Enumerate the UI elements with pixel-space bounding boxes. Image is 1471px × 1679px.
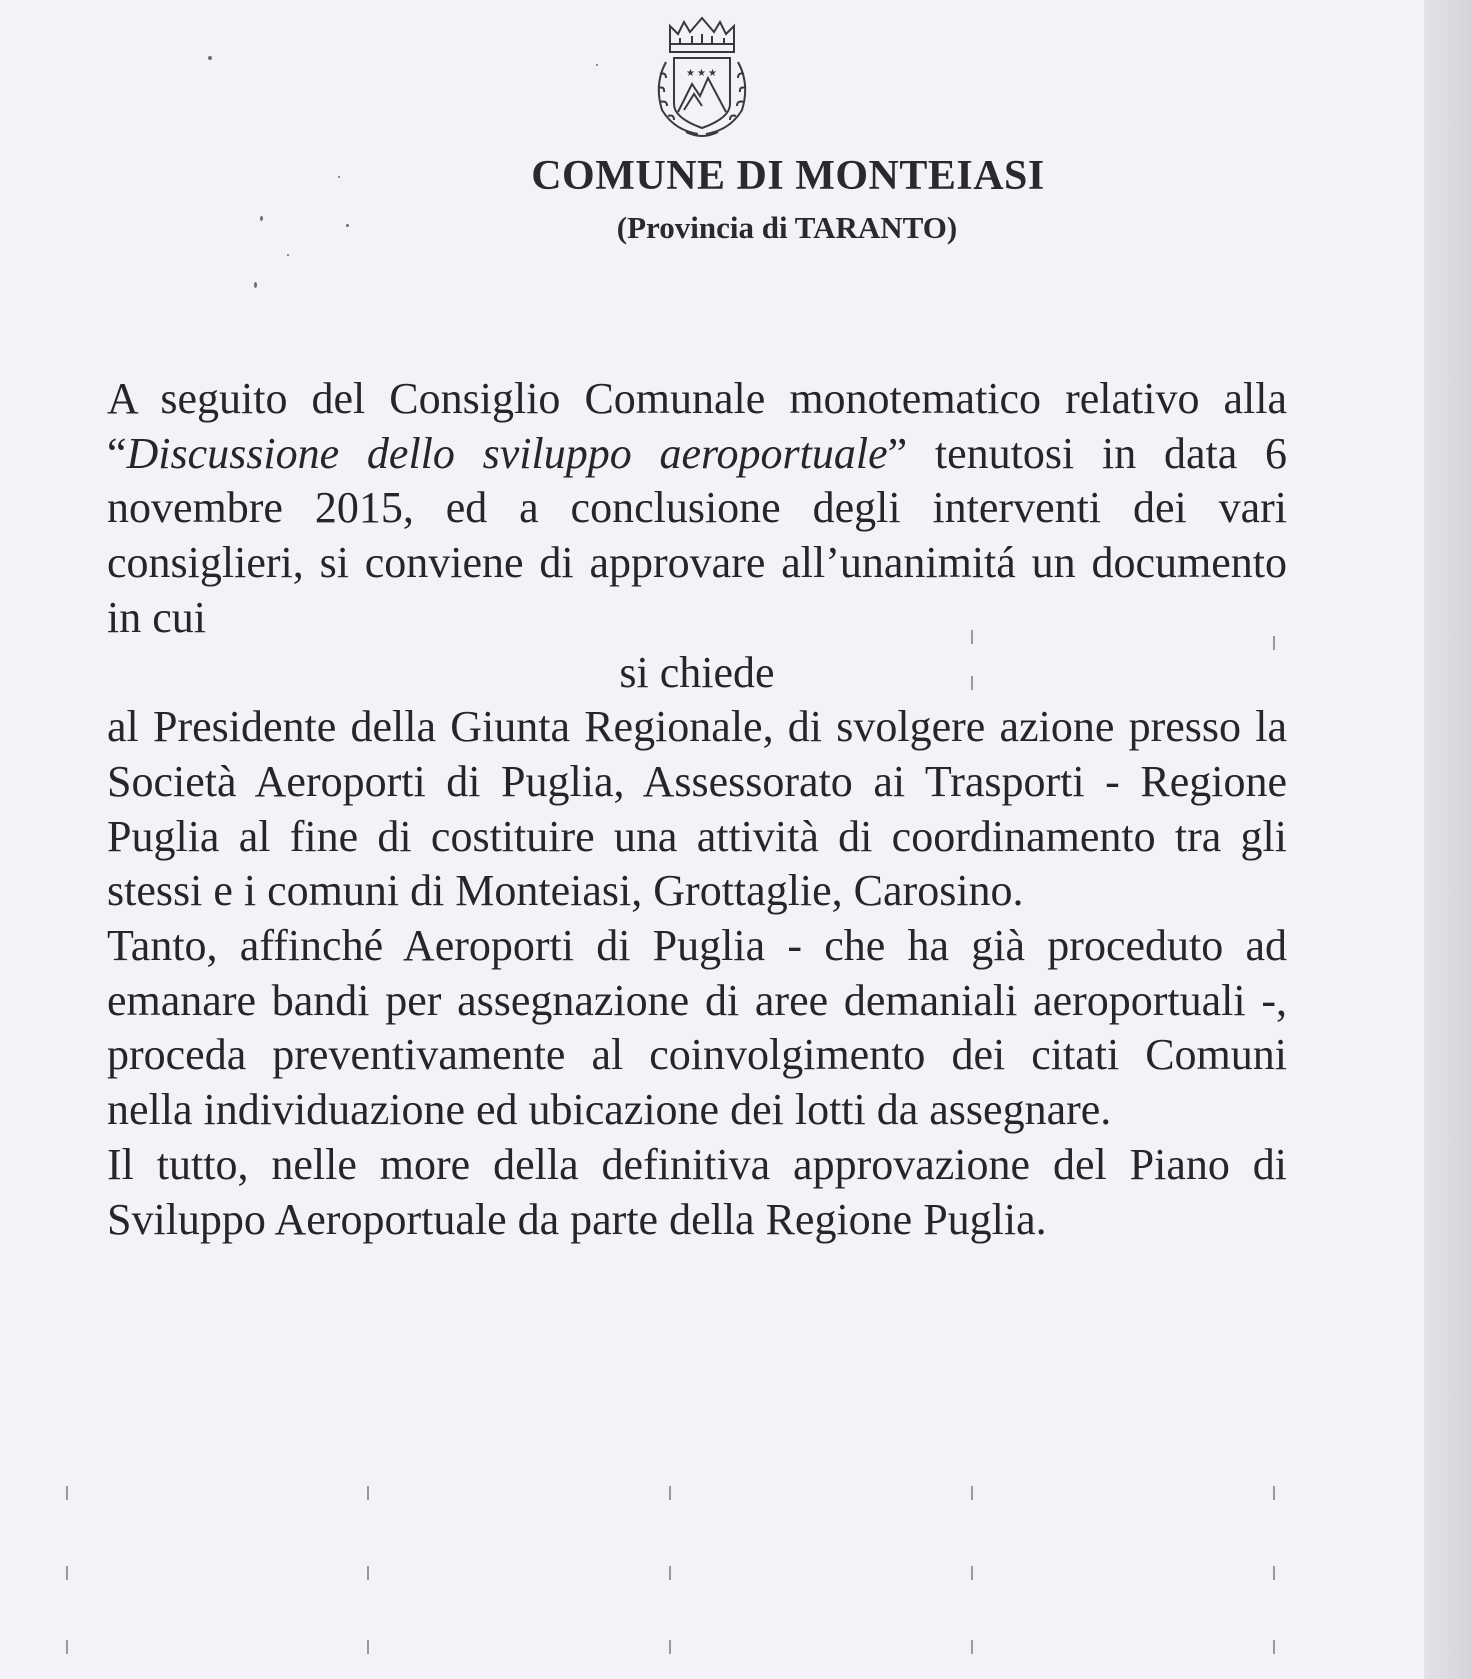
scan-speck [260,216,263,221]
scan-speck [346,224,349,227]
document-body [107,372,1287,1247]
svg-text:★: ★ [697,68,706,79]
closing-paragraph: Il tutto, nelle more della definitiva approvazione del Piano di Sviluppo Aeroportuale da parte della Regione Puglia. [107,1139,1287,1244]
perforation-mark [66,1640,68,1654]
municipal-crest-icon [640,14,764,140]
svg-text:★: ★ [686,68,695,79]
scan-speck [596,64,598,66]
perforation-mark [971,1486,973,1500]
perforation-mark [971,676,973,690]
perforation-mark [367,1486,369,1500]
municipality-title: COMUNE DI MONTEIASI [531,153,1045,199]
scan-speck [208,56,212,60]
perforation-mark [971,1566,973,1580]
perforation-mark [971,1640,973,1654]
scan-speck [338,176,340,178]
perforation-mark [971,630,973,644]
perforation-mark [669,1640,671,1654]
scan-speck [287,254,289,256]
perforation-mark [66,1486,68,1500]
perforation-mark [66,1566,68,1580]
request-paragraph: al Presidente della Giunta Regionale, di svolgere azione presso la Società Aeroporti di Puglia, Assessorato ai Trasporti - Regione Puglia al fine di costituire una attività di coordinamento tra gli stessi e i comuni di Monteiasi, Grottaglie, Carosino. [107,702,1287,916]
perforation-mark [669,1566,671,1580]
purpose-paragraph: Tanto, affinché Aeroporti di Puglia - che ha già proceduto ad emanare bandi per assegnazione di aree demaniali aeroportuali -, proceda preventivamente al coinvolgimento dei citati Comuni nella individuazione ed ubicazione dei lotti da assegnare. [107,921,1287,1135]
intro-text-start: A seguito del Consiglio Comunale monotematico relativo alla “ [107,374,1287,478]
perforation-mark [367,1640,369,1654]
discussion-title: Discussione dello sviluppo aeroportuale [126,428,888,478]
perforation-mark [1273,636,1275,650]
perforation-mark [1273,1486,1275,1500]
request-heading: si chiede [619,647,775,697]
intro-text-end: ” tenutosi in data 6 novembre 2015, ed a conclusione degli interventi dei vari consiglieri, si conviene di approvare all’unanimitá un documento in cui [107,428,1287,642]
scanner-bed-edge [1424,0,1471,1679]
perforation-mark [1273,1640,1275,1654]
perforation-mark [367,1566,369,1580]
perforation-mark [1273,1566,1275,1580]
svg-text:★: ★ [708,68,717,79]
intro-paragraph [107,372,1287,646]
perforation-mark [669,1486,671,1500]
scan-speck [254,282,257,288]
province-subtitle: (Provincia di TARANTO) [616,210,958,245]
